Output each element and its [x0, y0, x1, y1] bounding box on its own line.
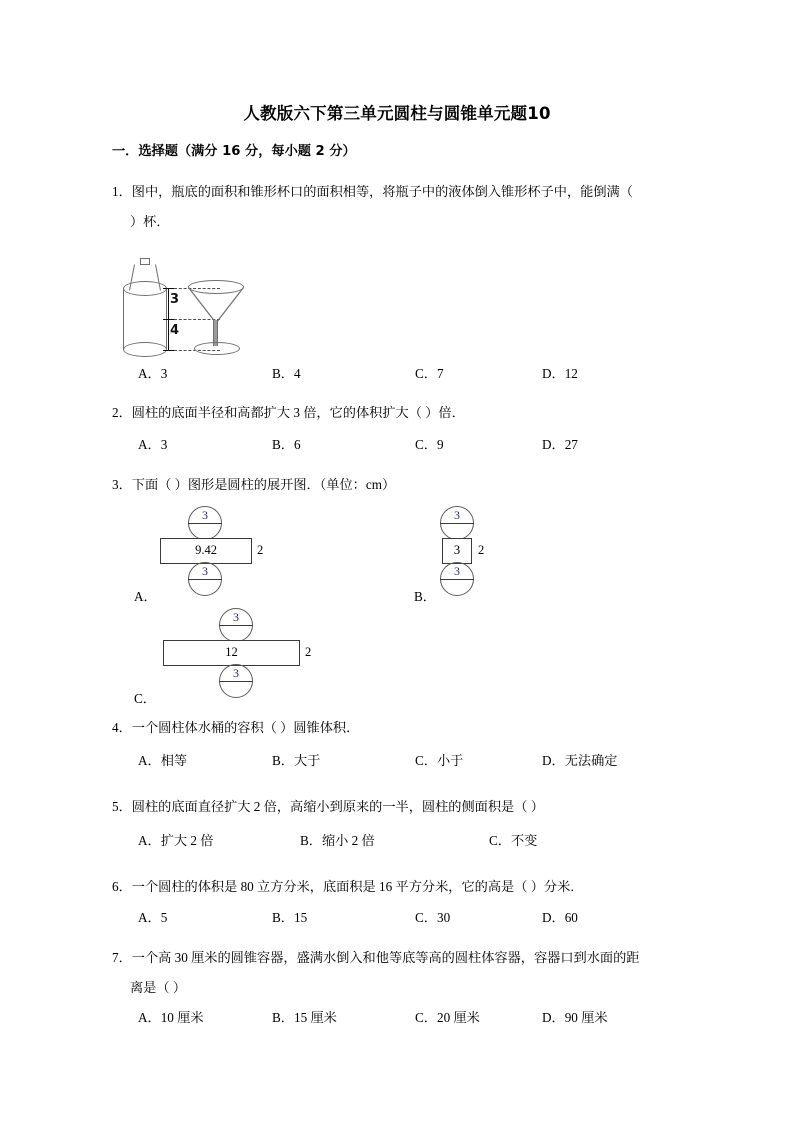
- q5-option-a[interactable]: A．扩大 2 倍: [138, 833, 214, 848]
- net-choice-label-c[interactable]: C．: [134, 691, 156, 706]
- q2-text: 圆柱的底面半径和高都扩大 3 倍，它的体积扩大（ ）倍．: [131, 405, 465, 420]
- dimension-tick-middle: [163, 319, 174, 320]
- net-choice-label-b[interactable]: B．: [414, 589, 436, 604]
- q6-option-d[interactable]: D．60: [542, 910, 578, 925]
- cone-glass: [186, 280, 248, 358]
- q1-option-a[interactable]: A．3: [138, 366, 168, 381]
- q7-option-b[interactable]: B．15 厘米: [272, 1010, 337, 1025]
- q4-option-c[interactable]: C．小于: [415, 753, 464, 768]
- q6-number: 6．: [112, 879, 132, 894]
- net-a-top-circle-label: 3: [202, 508, 208, 522]
- q7-option-c[interactable]: C．20 厘米: [415, 1010, 480, 1025]
- q2-number: 2．: [112, 405, 132, 420]
- net-option-a: [160, 506, 280, 598]
- net-a-bottom-chord: [188, 579, 222, 580]
- question-2-options: [112, 434, 692, 456]
- q7-option-a[interactable]: A．10 厘米: [138, 1010, 204, 1025]
- net-b-top-chord: [440, 523, 474, 524]
- net-a-top-chord: [188, 523, 222, 524]
- q4-option-b[interactable]: B．大于: [272, 753, 321, 768]
- dimension-label-lower: 4: [170, 323, 180, 338]
- q6-text: 一个圆柱的体积是 80 立方分米，底面积是 16 平方分米，它的高是（ ）分米．: [131, 879, 584, 894]
- bottle-top-ellipse: [123, 281, 167, 296]
- net-a-side-label: 2: [257, 543, 264, 557]
- q5-number: 5．: [112, 799, 132, 814]
- q7-number: 7．: [112, 950, 132, 965]
- net-a-bottom-circle-label: 3: [202, 564, 208, 578]
- bottle-body: [123, 288, 167, 350]
- question-6-options: [112, 907, 692, 929]
- bottle-bottom-ellipse: [123, 342, 167, 357]
- question-5-line1: [112, 792, 544, 822]
- dimension-tick-top: [163, 288, 174, 289]
- q1-option-b[interactable]: B．4: [272, 366, 301, 381]
- question-2-line1: [112, 398, 465, 428]
- net-c-bottom-circle-label: 3: [233, 666, 239, 680]
- q7-text: 一个高 30 厘米的圆锥容器，盛满水倒入和他等底等高的圆柱体容器，容器口到水面的距: [131, 950, 640, 965]
- net-b-bottom-circle-label: 3: [454, 564, 460, 578]
- glass-bowl: [188, 286, 244, 324]
- question-7-line1: [112, 943, 640, 973]
- q5-option-b[interactable]: B．缩小 2 倍: [300, 833, 375, 848]
- net-b-bottom-chord: [440, 579, 474, 580]
- question-7-options: [112, 1007, 692, 1029]
- q4-option-d[interactable]: D．无法确定: [542, 753, 618, 768]
- q1-number: 1．: [112, 184, 132, 199]
- q3-text: 下面（ ）图形是圆柱的展开图．（单位：cm）: [131, 477, 396, 492]
- figure-bottle-and-cone-glass: [112, 258, 272, 363]
- q2-option-a[interactable]: A．3: [138, 437, 168, 452]
- q2-option-d[interactable]: D．27: [542, 437, 578, 452]
- question-6-line1: [112, 872, 583, 902]
- q3-number: 3．: [112, 477, 132, 492]
- q6-option-a[interactable]: A．5: [138, 910, 168, 925]
- q1-text: 图中，瓶底的面积和锥形杯口的面积相等，将瓶子中的液体倒入锥形杯子中，能倒满（: [131, 184, 633, 199]
- net-option-b: [440, 506, 540, 598]
- page-title: 人教版六下第三单元圆柱与圆锥单元题10: [243, 104, 551, 123]
- net-c-rect-label: 12: [225, 645, 238, 659]
- q5-text: 圆柱的底面直径扩大 2 倍，高缩小到原来的一半，圆柱的侧面积是（ ）: [131, 799, 544, 814]
- question-1-line2: ）杯．: [130, 214, 170, 229]
- q6-option-c[interactable]: C．30: [415, 910, 451, 925]
- question-7-line2: 离是（ ）: [130, 980, 187, 995]
- question-3-line1: [112, 470, 395, 500]
- net-b-rect-label: 3: [453, 543, 461, 557]
- q5-option-c[interactable]: C．不变: [489, 833, 538, 848]
- dimension-tick-bottom: [163, 350, 174, 351]
- glass-base-ellipse: [194, 342, 240, 355]
- dimension-label-upper: 3: [170, 292, 180, 307]
- question-5-options: [112, 830, 692, 852]
- question-4-options: [112, 750, 692, 772]
- q2-option-b[interactable]: B．6: [272, 437, 301, 452]
- net-choice-label-a[interactable]: A．: [134, 589, 157, 604]
- section-heading: 一．选择题（满分 16 分，每小题 2 分）: [112, 144, 356, 159]
- question-1-options: [112, 363, 692, 385]
- net-c-top-chord: [219, 625, 253, 626]
- net-c-side-label: 2: [305, 645, 312, 659]
- question-1-line1: [112, 177, 633, 207]
- net-b-top-circle-label: 3: [454, 508, 460, 522]
- net-c-bottom-chord: [219, 681, 253, 682]
- q1-option-c[interactable]: C．7: [415, 366, 444, 381]
- net-b-side-label: 2: [478, 543, 485, 557]
- q4-option-a[interactable]: A．相等: [138, 753, 188, 768]
- q7-option-d[interactable]: D．90 厘米: [542, 1010, 608, 1025]
- q4-text: 一个圆柱体水桶的容积（ ）圆锥体积．: [131, 720, 360, 735]
- q4-number: 4．: [112, 720, 132, 735]
- question-4-line1: [112, 713, 359, 743]
- net-c-top-circle-label: 3: [233, 610, 239, 624]
- q2-option-c[interactable]: C．9: [415, 437, 444, 452]
- q1-option-d[interactable]: D．12: [542, 366, 578, 381]
- net-a-rect-label: 9.42: [195, 543, 217, 557]
- q6-option-b[interactable]: B．15: [272, 910, 308, 925]
- net-option-c: [163, 608, 333, 700]
